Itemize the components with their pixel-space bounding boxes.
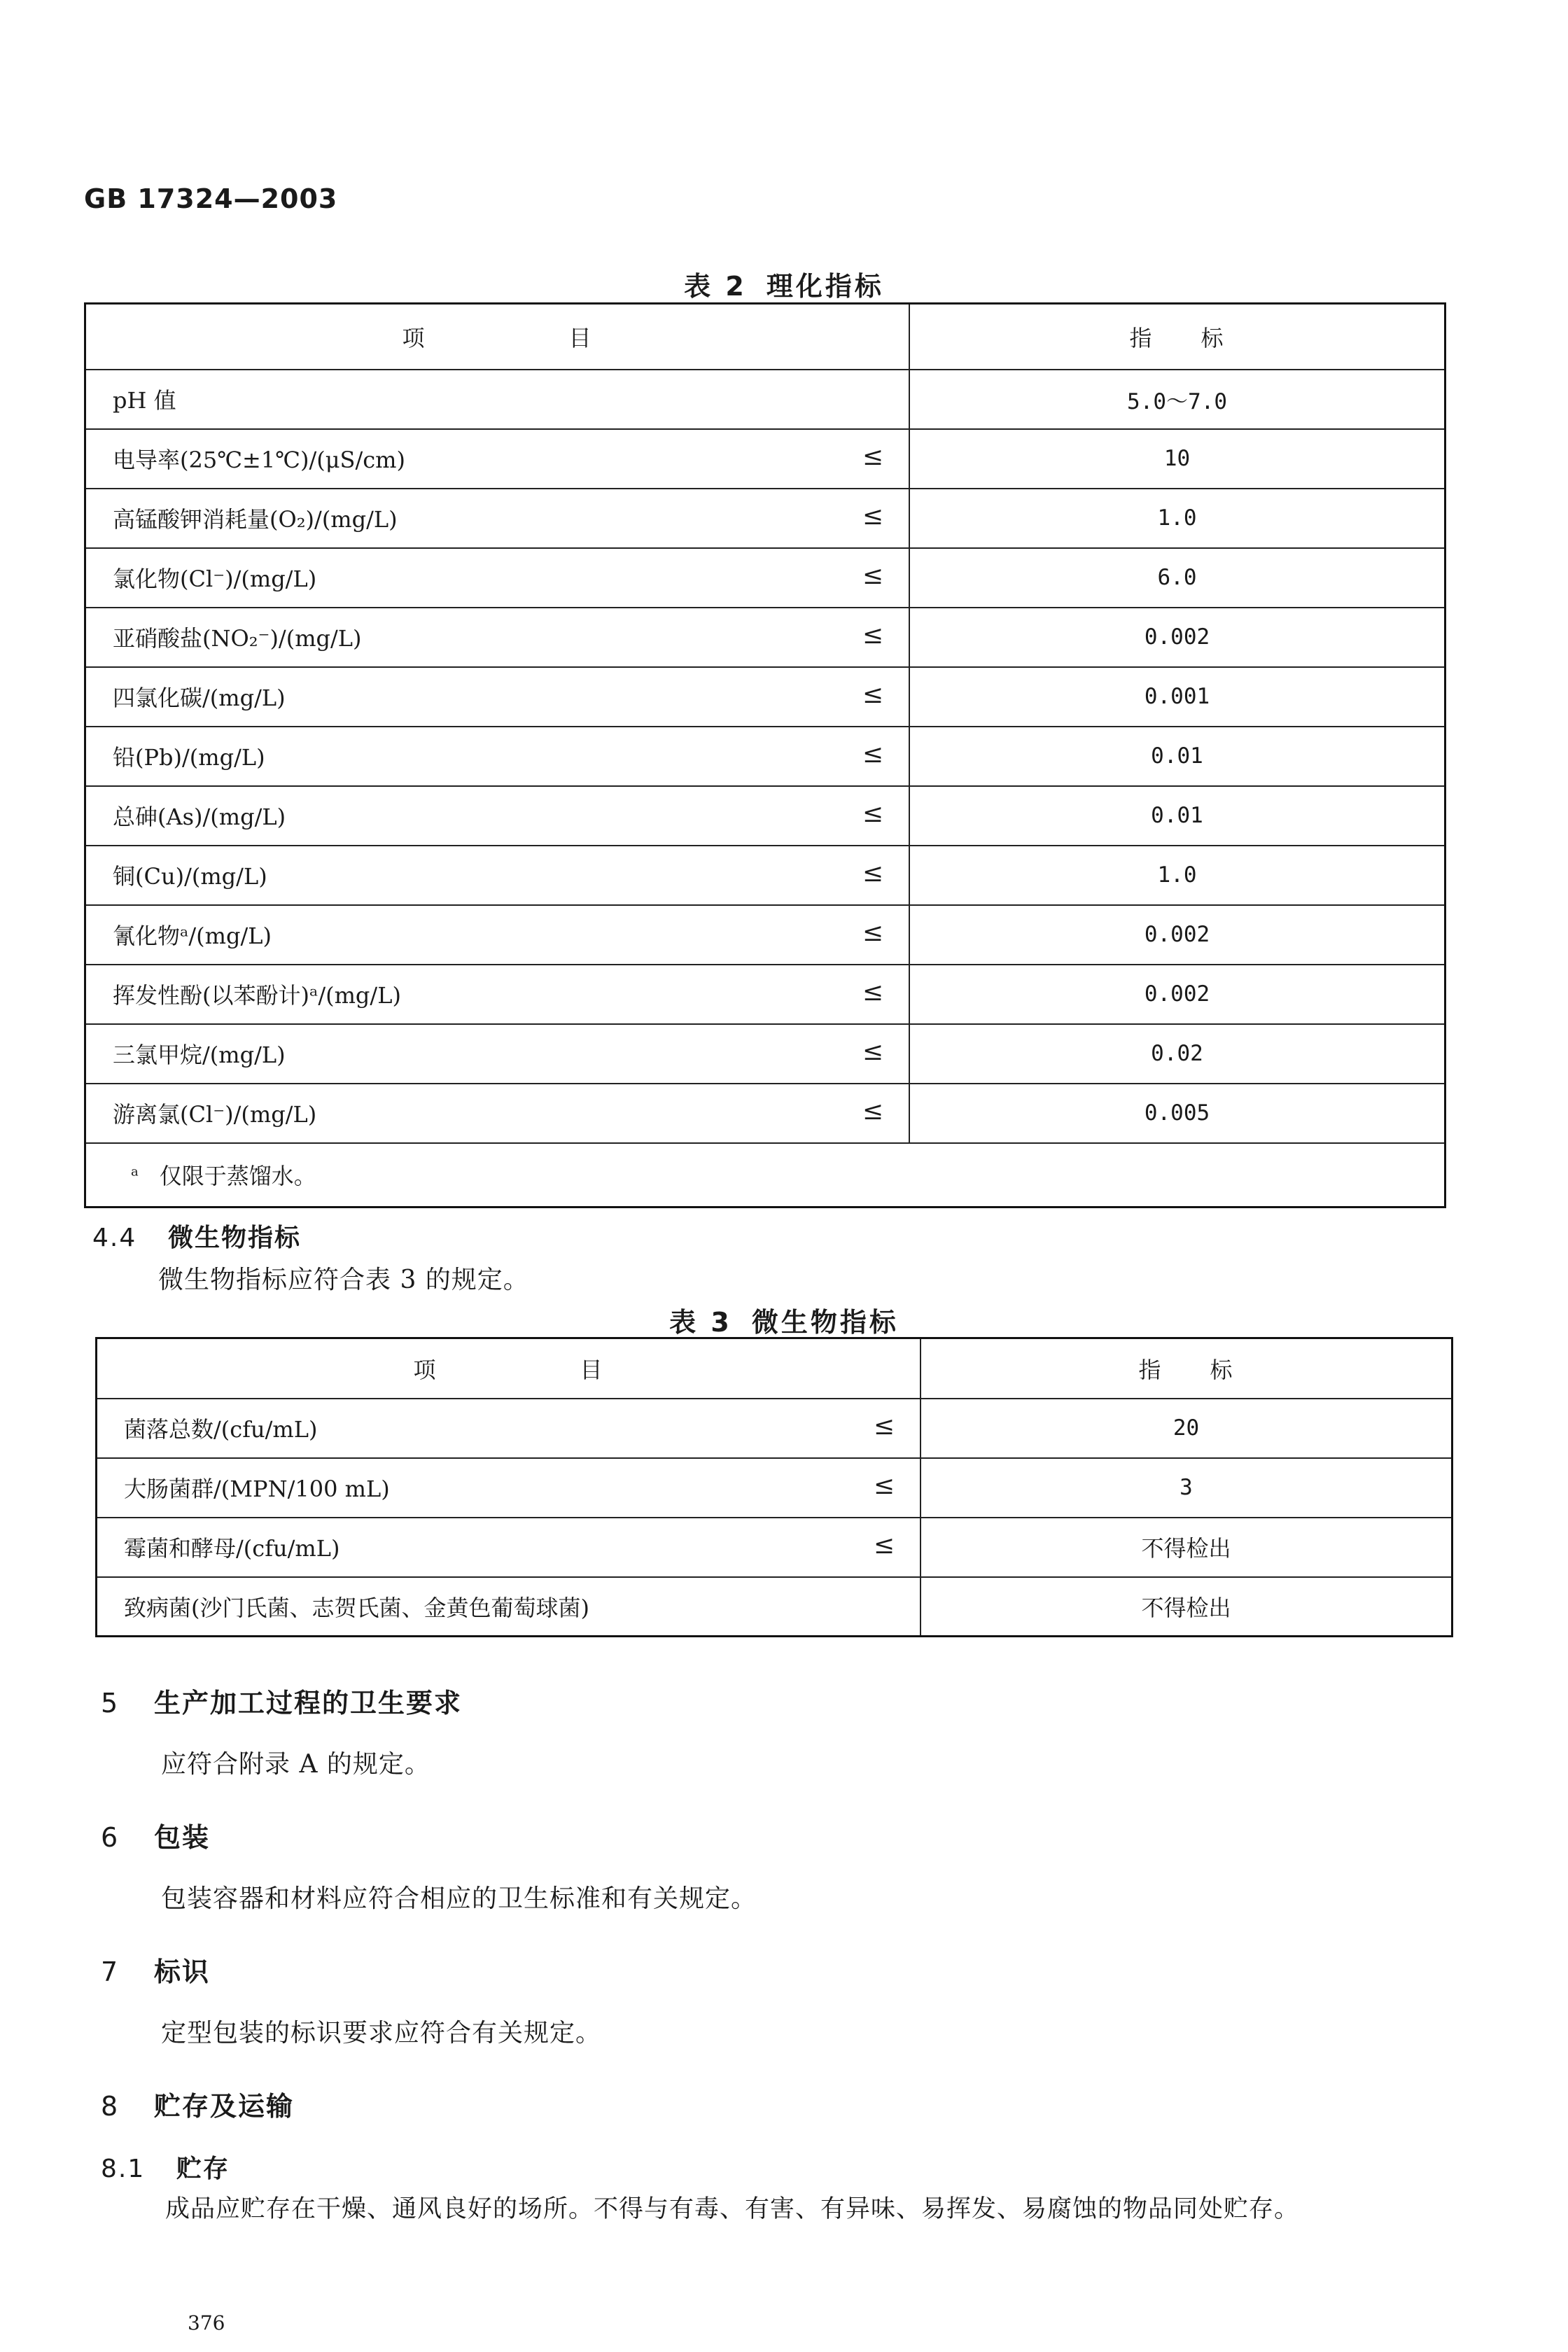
table2-number: 表 2 <box>684 271 747 302</box>
row-value-cell: 1.0 <box>909 489 1446 548</box>
row-value-cell: 5.0～7.0 <box>909 370 1446 429</box>
le-symbol: ≤ <box>862 442 883 471</box>
row-item-cell <box>85 965 910 1024</box>
row-item-cell <box>85 608 910 667</box>
row-item-label: 霉菌和酵母/(cfu/mL) <box>124 1535 340 1562</box>
table-row <box>97 1518 1452 1577</box>
row-item-cell <box>85 489 910 548</box>
row-value-cell: 0.002 <box>909 965 1446 1024</box>
row-value-cell: 20 <box>920 1399 1452 1458</box>
table-row <box>85 846 1446 905</box>
row-item-cell <box>85 667 910 727</box>
section-6-heading: 6 包装 <box>101 1822 211 1853</box>
row-value-cell: 0.02 <box>909 1024 1446 1084</box>
row-item-cell <box>97 1458 921 1518</box>
row-item-label: 大肠菌群/(MPN/100 mL) <box>124 1476 390 1502</box>
row-item-label: 高锰酸钾消耗量(O₂)/(mg/L) <box>113 506 398 533</box>
le-symbol: ≤ <box>862 799 883 828</box>
table-row <box>97 1458 1452 1518</box>
le-symbol: ≤ <box>862 918 883 947</box>
le-symbol: ≤ <box>873 1471 895 1500</box>
row-item-cell <box>97 1399 921 1458</box>
column-header-value: 指 标 <box>920 1338 1452 1399</box>
row-item-cell <box>85 548 910 608</box>
footnote-row <box>85 1143 1446 1208</box>
row-item-label: pH 值 <box>113 387 176 414</box>
table-row <box>85 965 1446 1024</box>
row-value-cell: 0.005 <box>909 1084 1446 1143</box>
section-5-heading: 5 生产加工过程的卫生要求 <box>101 1688 463 1718</box>
table3-microbial <box>95 1337 1453 1637</box>
table2-title <box>0 265 1568 303</box>
column-header-item: 项 目 <box>97 1338 921 1399</box>
row-item-label: 铜(Cu)/(mg/L) <box>113 863 267 890</box>
table-row <box>85 370 1446 429</box>
row-item-label: 亚硝酸盐(NO₂⁻)/(mg/L) <box>113 625 362 652</box>
table-row <box>85 905 1446 965</box>
column-header-value: 指 标 <box>909 304 1446 370</box>
row-value-cell: 3 <box>920 1458 1452 1518</box>
row-item-label: 挥发性酚(以苯酚计)ᵃ/(mg/L) <box>113 982 401 1009</box>
table-row <box>85 489 1446 548</box>
row-item-cell <box>85 1024 910 1084</box>
le-symbol: ≤ <box>862 740 883 769</box>
table-row <box>85 548 1446 608</box>
row-item-label: 铅(Pb)/(mg/L) <box>113 744 265 771</box>
le-symbol: ≤ <box>862 1097 883 1126</box>
footnote-mark: a <box>131 1164 139 1180</box>
row-item-cell <box>85 846 910 905</box>
row-value-cell: 0.002 <box>909 905 1446 965</box>
row-value-cell: 1.0 <box>909 846 1446 905</box>
table2-physicochemical <box>84 302 1446 1208</box>
footnote-text: 仅限于蒸馏水。 <box>159 1163 316 1190</box>
table-row <box>85 727 1446 786</box>
le-symbol: ≤ <box>873 1531 895 1560</box>
row-item-cell <box>97 1577 921 1637</box>
row-value-cell: 不得检出 <box>920 1518 1452 1577</box>
row-value-cell: 0.002 <box>909 608 1446 667</box>
footnote-cell <box>85 1143 1446 1208</box>
le-symbol: ≤ <box>862 680 883 709</box>
row-value-cell: 10 <box>909 429 1446 489</box>
le-symbol: ≤ <box>862 502 883 531</box>
page-number: 376 <box>188 2311 225 2334</box>
row-item-cell <box>97 1518 921 1577</box>
section-8-1-text: 成品应贮存在干燥、通风良好的场所。不得与有毒、有害、有异味、易挥发、易腐蚀的物品同处贮存。 <box>165 2195 1300 2223</box>
table-header-row <box>97 1338 1452 1399</box>
row-value-cell: 0.01 <box>909 786 1446 846</box>
row-item-cell <box>85 429 910 489</box>
row-item-cell <box>85 727 910 786</box>
le-symbol: ≤ <box>862 978 883 1007</box>
row-item-cell <box>85 786 910 846</box>
le-symbol: ≤ <box>873 1412 895 1441</box>
table-header-row <box>85 304 1446 370</box>
section-7-text: 定型包装的标识要求应符合有关规定。 <box>161 2019 602 2047</box>
le-symbol: ≤ <box>862 561 883 590</box>
row-item-cell <box>85 905 910 965</box>
section-5-text: 应符合附录 A 的规定。 <box>161 1750 430 1779</box>
le-symbol: ≤ <box>862 621 883 650</box>
row-value-cell: 0.001 <box>909 667 1446 727</box>
table3-title-text: 微生物指标 <box>751 1307 899 1338</box>
row-item-label: 总砷(As)/(mg/L) <box>113 804 286 830</box>
row-value-cell: 不得检出 <box>920 1577 1452 1637</box>
table-row <box>85 1024 1446 1084</box>
table-row <box>85 429 1446 489</box>
row-item-label: 游离氯(Cl⁻)/(mg/L) <box>113 1101 317 1128</box>
row-item-cell <box>85 370 910 429</box>
le-symbol: ≤ <box>862 859 883 888</box>
row-item-label: 电导率(25℃±1℃)/(μS/cm) <box>113 447 405 473</box>
section-4-4-text: 微生物指标应符合表 3 的规定。 <box>158 1266 529 1294</box>
document-header: GB 17324—2003 <box>84 183 338 214</box>
table-row <box>97 1577 1452 1637</box>
row-item-cell <box>85 1084 910 1143</box>
le-symbol: ≤ <box>862 1037 883 1066</box>
row-item-label: 氰化物ᵃ/(mg/L) <box>113 923 272 949</box>
table3-title <box>0 1301 1568 1339</box>
section-8-heading: 8 贮存及运输 <box>101 2091 295 2122</box>
row-item-label: 三氯甲烷/(mg/L) <box>113 1042 286 1068</box>
table-row <box>85 608 1446 667</box>
table-row <box>85 667 1446 727</box>
row-item-label: 菌落总数/(cfu/mL) <box>124 1416 318 1443</box>
table-row <box>85 786 1446 846</box>
section-7-heading: 7 标识 <box>101 1956 211 1987</box>
table2-title-text: 理化指标 <box>766 271 884 302</box>
row-item-label: 四氯化碳/(mg/L) <box>113 685 286 711</box>
section-4-4-heading: 4.4 微生物指标 <box>92 1224 302 1252</box>
row-value-cell: 0.01 <box>909 727 1446 786</box>
row-value-cell: 6.0 <box>909 548 1446 608</box>
table-row <box>85 1084 1446 1143</box>
section-6-text: 包装容器和材料应符合相应的卫生标准和有关规定。 <box>161 1884 757 1913</box>
row-item-label: 氯化物(Cl⁻)/(mg/L) <box>113 566 317 592</box>
table-row <box>97 1399 1452 1458</box>
column-header-item: 项 目 <box>85 304 910 370</box>
table3-number: 表 3 <box>669 1307 732 1338</box>
row-item-label: 致病菌(沙门氏菌、志贺氏菌、金黄色葡萄球菌) <box>124 1594 589 1621</box>
section-8-1-heading: 8.1 贮存 <box>101 2155 230 2183</box>
